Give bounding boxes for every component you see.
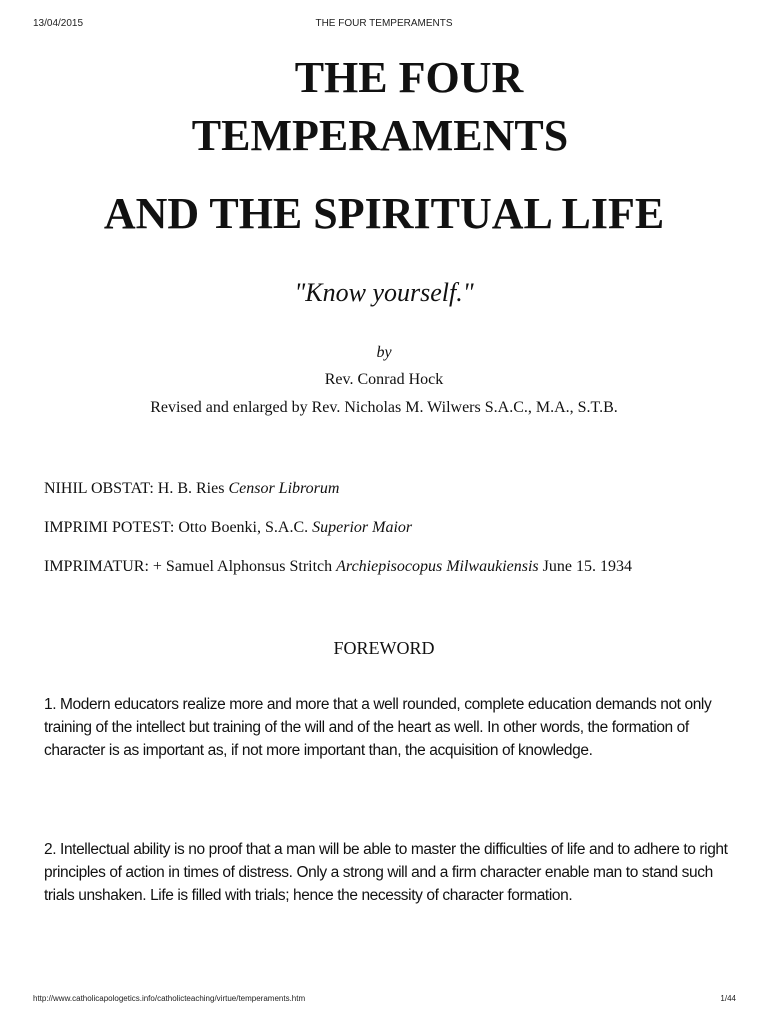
approval-role: Superior Maior [312,519,413,536]
title-line-3: AND THE SPIRITUAL LIFE [103,189,665,238]
author: Rev. Conrad Hock [324,371,444,388]
foreword-paragraph-1: 1. Modern educators realize more and more that a well rounded, complete education demands not only training of the intellect but training of the will and of the heart as well. In other words, the formation of character is as important as, if not more important than, the acquisition of knowledge. [44,696,712,759]
motto: "Know yourself." [294,278,474,307]
imprimi-potest [44,519,412,537]
imprimatur [44,558,632,576]
reviser: Revised and enlarged by Rev. Nicholas M. Wilwers S.A.C., M.A., S.T.B. [150,399,618,416]
print-date: 13/04/2015 [33,18,84,29]
byline-by: by [376,344,392,361]
nihil-obstat [44,480,339,498]
title-line-2: TEMPERAMENTS [191,111,569,160]
foreword-paragraph-2: 2. Intellectual ability is no proof that a man will be able to master the difficulties of life and to adhere to right principles of action in times of distress. Only a strong will and a firm character enable man to stand such trials unshaken. Life is filled with trials; hence the necessity of character formation. [44,841,728,904]
approval-role: Archiepisocopus Milwaukiensis [336,558,539,575]
foreword-heading: FOREWORD [333,638,435,658]
source-url-link[interactable]: http://www.catholicapologetics.info/catholicteaching/virtue/temperaments.htm [33,994,306,1003]
print-header-title: THE FOUR TEMPERAMENTS [315,18,453,29]
title-line-1: THE FOUR [294,53,524,102]
approval-after: June 15. 1934 [538,558,632,575]
approval-label: IMPRIMATUR: + Samuel Alphonsus Stritch [44,558,337,575]
page-number: 1/44 [720,994,736,1003]
approval-label: IMPRIMI POTEST: Otto Boenki, S.A.C. [44,519,313,536]
approval-role: Censor Librorum [228,480,340,497]
approval-label: NIHIL OBSTAT: H. B. Ries [44,480,229,497]
